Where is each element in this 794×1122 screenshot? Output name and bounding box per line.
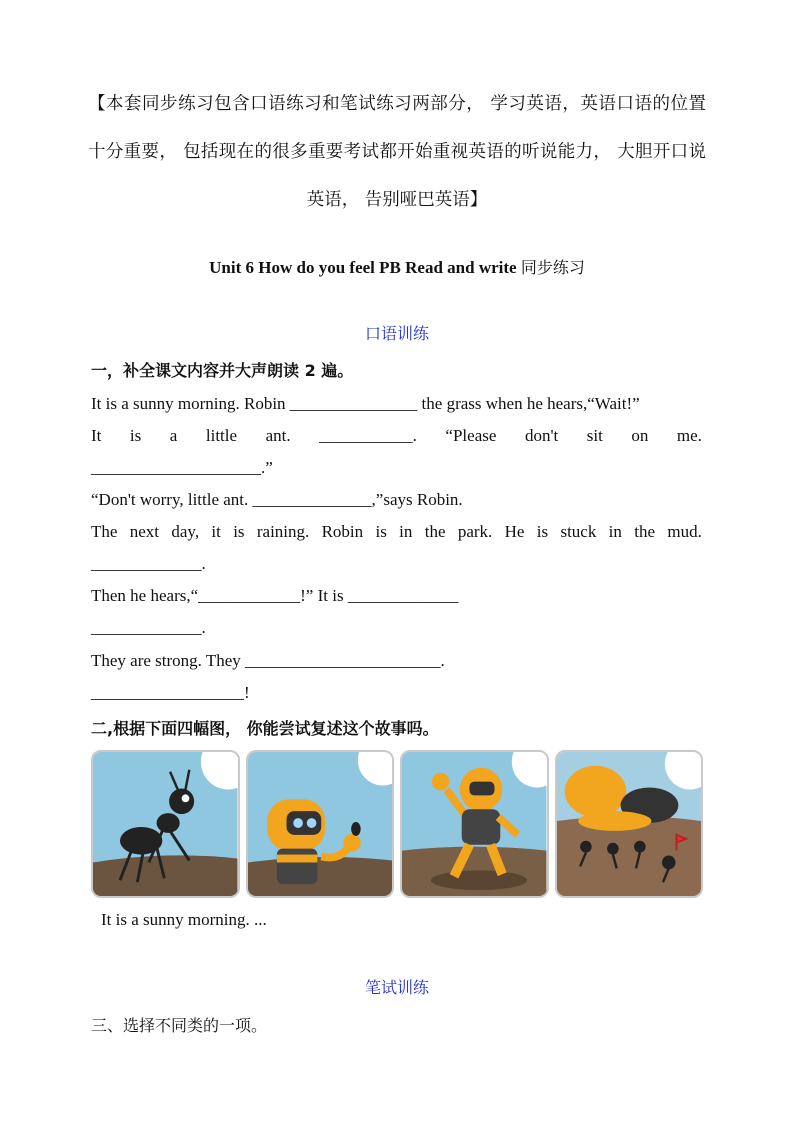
text-line-3: ____________________.” — [91, 458, 273, 477]
story-caption: It is a sunny morning. ... — [101, 910, 267, 929]
title-chinese: 同步练习 — [520, 258, 585, 277]
text-line-7: Then he hears,“____________!” It is _____________ — [91, 586, 459, 605]
question-1-heading: 一，补全课文内容并大声朗读 2 遍。 — [91, 361, 354, 380]
text-line-4: “Don't worry, little ant. ______________,”says Robin. — [91, 490, 463, 509]
title-english: Unit 6 How do you feel PB Read and write — [209, 258, 517, 277]
picture-robot-in-mud — [400, 750, 549, 898]
text-line-6: _____________. — [91, 554, 206, 573]
text-line-8: _____________. — [91, 618, 206, 637]
text-line-9: They are strong. They _______________________. — [91, 651, 445, 670]
section-written-heading: 笔试训练 — [364, 978, 429, 997]
text-line-10: __________________! — [91, 683, 250, 702]
text-line-2: It is a little ant. ___________. “Please don't sit on me. — [91, 426, 702, 445]
section-oral-heading: 口语训练 — [364, 324, 429, 343]
page-title — [0, 255, 794, 278]
question-2-heading: 二,根据下面四幅图， 你能尝试复述这个故事吗。 — [91, 719, 439, 738]
text-line-5: The next day, it is raining. Robin is in the park. He is stuck in the mud. — [91, 522, 702, 541]
question-3-heading: 三、选择不同类的一项。 — [91, 1016, 268, 1035]
picture-robot-and-ant — [246, 750, 395, 898]
story-pictures — [91, 750, 703, 898]
intro-paragraph: 【本套同步练习包含口语练习和笔试练习两部分， 学习英语，英语口语的位置十分重要， 包括现在的很多重要考试都开始重视英语的听说能力， 大胆开口说英语， 告别哑巴英语】 — [88, 94, 706, 210]
text-line-1: It is a sunny morning. Robin _______________ the grass when he hears,“Wait!” — [91, 394, 640, 413]
picture-ants-carry-robot — [555, 750, 704, 898]
picture-ant-on-grass — [91, 750, 240, 898]
